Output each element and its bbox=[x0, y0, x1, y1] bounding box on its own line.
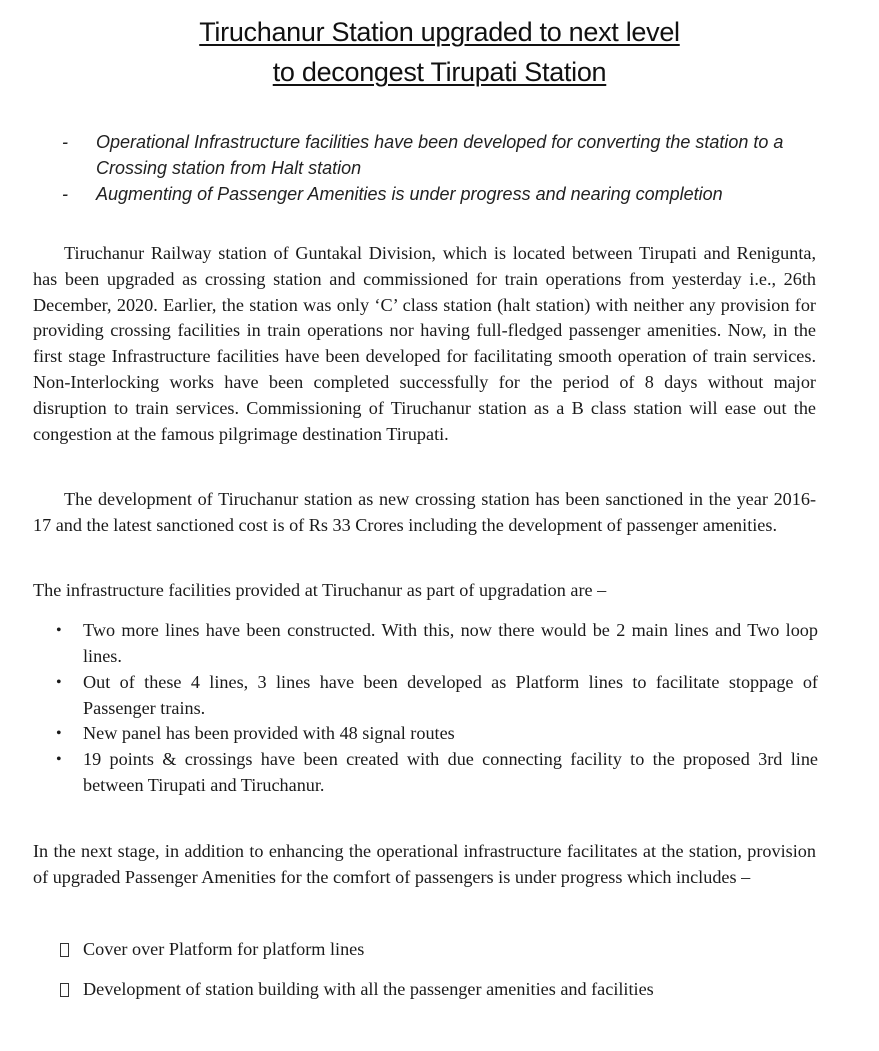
list-item bbox=[56, 747, 818, 799]
list-item-text: Development of station building with all the passenger amenities and facilities bbox=[83, 979, 654, 999]
list-item bbox=[56, 618, 818, 670]
page-subtitle: to decongest Tirupati Station bbox=[272, 57, 607, 87]
dash-marker: - bbox=[62, 184, 68, 204]
checkbox-square-icon bbox=[60, 943, 69, 957]
list-item bbox=[60, 977, 820, 1003]
body-paragraph: In the next stage, in addition to enhancing the operational infrastructure facilitates at the station, provision of upgraded Passenger Amenities for the comfort of passengers is under progress which includes – bbox=[33, 841, 816, 887]
bullet-icon: • bbox=[56, 622, 62, 639]
highlight-text: Operational Infrastructure facilities have been developed for converting the station to a Crossing station from Halt station bbox=[96, 132, 784, 178]
bullet-icon: • bbox=[56, 751, 62, 768]
list-item-text: Out of these 4 lines, 3 lines have been developed as Platform lines to facilitate stoppage of Passenger trains. bbox=[83, 672, 818, 718]
bullet-icon: • bbox=[56, 725, 62, 742]
list-item bbox=[56, 721, 818, 747]
highlight-item bbox=[62, 129, 832, 181]
body-paragraph: The infrastructure facilities provided at Tiruchanur as part of upgradation are – bbox=[33, 580, 607, 600]
body-paragraph: The development of Tiruchanur station as new crossing station has been sanctioned in the year 2016-17 and the latest sanctioned cost is of Rs 33 Crores including the development of passenger amenities. bbox=[33, 489, 816, 535]
bullet-icon: • bbox=[56, 674, 62, 691]
body-paragraph: Tiruchanur Railway station of Guntakal Division, which is located between Tirupati and Renigunta, has been upgraded as crossing station and commissioned for train operations from yesterday i.e., 26th December, 2020. Earlier, the station was only ‘C’ class station (halt station) with neither any provision for providing crossing facilities in train operations nor having full-fledged passenger amenities. Now, in the first stage Infrastructure facilities have been developed for facilitating smooth operation of train services. Non-Interlocking works have been completed successfully for the period of 8 days without major disruption to train services. Commissioning of Tiruchanur station as a B class station will ease out the congestion at the famous pilgrimage destination Tirupati. bbox=[33, 243, 816, 444]
list-item bbox=[56, 670, 818, 722]
list-item-text: 19 points & crossings have been created with due connecting facility to the proposed 3rd line between Tirupati and Tiruchanur. bbox=[83, 749, 818, 795]
highlight-item bbox=[62, 181, 832, 207]
highlight-text: Augmenting of Passenger Amenities is under progress and nearing completion bbox=[96, 184, 723, 204]
list-item-text: Cover over Platform for platform lines bbox=[83, 939, 365, 959]
dash-marker: - bbox=[62, 132, 68, 152]
page-title: Tiruchanur Station upgraded to next level bbox=[199, 17, 680, 47]
list-item-text: New panel has been provided with 48 signal routes bbox=[83, 723, 455, 743]
checkbox-square-icon bbox=[60, 983, 69, 997]
list-item-text: Two more lines have been constructed. With this, now there would be 2 main lines and Two loop lines. bbox=[83, 620, 818, 666]
list-item bbox=[60, 937, 820, 963]
